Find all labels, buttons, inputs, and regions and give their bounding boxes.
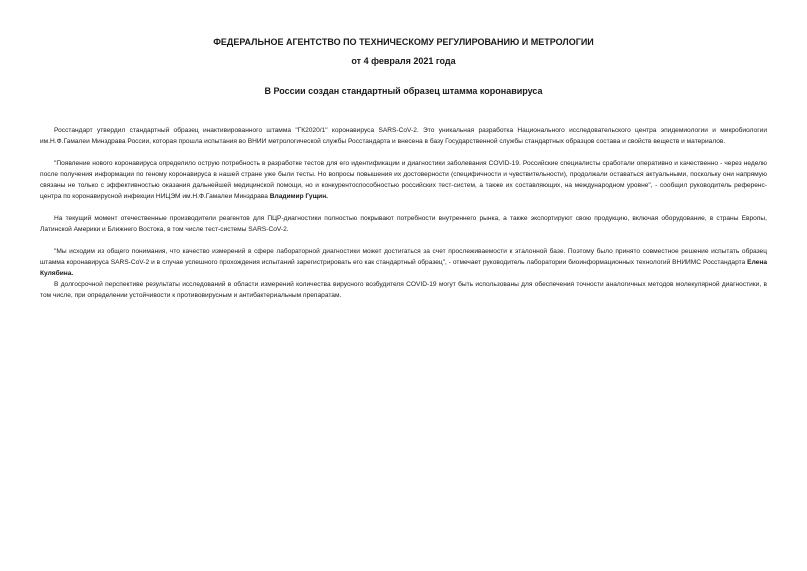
paragraph-5 bbox=[40, 279, 767, 301]
paragraph-3 bbox=[40, 213, 767, 235]
paragraph-4-person-name: Елена Кулябина. bbox=[40, 259, 767, 277]
document-date: от 4 февраля 2021 года bbox=[351, 56, 456, 66]
paragraph-1-text: Росстандарт утвердил стандартный образец инактивированного штамма "ГК2020/1" коронавируса SARS-CoV-2. Это уникальная разработка Национального исследовательского центра эпидемиологии и микробиологии им.Н.Ф.Гамалеи Минздрава России, которая прошла испытания во ВНИИ метрологической службы Росстандарта и внесена в базу Государственной службы стандартных образцов состава и свойств веществ и материалов. bbox=[40, 127, 767, 145]
paragraph-2 bbox=[40, 158, 767, 202]
paragraph-5-text: В долгосрочной перспективе результаты исследований в области измерений количества вирусного возбудителя COVID-19 могут быть использованы для обеспечения точности аналогичных методов молекулярной диагностики, в том числе, при определении устойчивости к противовирусным и антибактериальным препаратам. bbox=[40, 281, 767, 299]
agency-heading: ФЕДЕРАЛЬНОЕ АГЕНТСТВО ПО ТЕХНИЧЕСКОМУ РЕГУЛИРОВАНИЮ И МЕТРОЛОГИИ bbox=[213, 37, 594, 47]
paragraph-2-text: "Появление нового коронавируса определило острую потребность в разработке тестов для его идентификации и диагностики заболевания COVID-19. Российские специалисты сработали оперативно и качественно - через неделю после получения информации по геному коронавируса в нашей стране уже были тесты. Но вопросы повышения их достоверности (специфичности и чувствительности), продолжали оставаться актуальными, поскольку они напрямую связаны не только с эффективностью оказания дальнейшей медицинской помощи, но и конкурентоспособностью российских тест-систем, а также их составляющих, на международном уровне", - сообщил руководитель референс-центра по коронавирусной инфекции НИЦЭМ им.Н.Ф.Гамалеи Минздрава bbox=[40, 160, 767, 200]
paragraph-4-text: "Мы исходим из общего понимания, что качество измерений в сфере лабораторной диагностики может достигаться за счет прослеживаемости к эталонной базе. Поэтому было принято совместное решение испытать образец штамма коронавируса SARS-CoV-2 и в случае успешного прохождения испытаний зарегистрировать его как стандартный образец", - отмечает руководитель лаборатории биоинформационных технологий ВНИИМС Росстандарта bbox=[40, 248, 767, 266]
paragraph-3-text: На текущий момент отечественные производители реагентов для ПЦР-диагностики полностью покрывают потребности внутреннего рынка, а также экспортируют свою продукцию, включая оборудование, в страны Европы, Латинской Америки и Ближнего Востока, в том числе тест-системы SARS-CoV-2. bbox=[40, 215, 767, 233]
paragraph-2-person-name: Владимир Гущин. bbox=[269, 193, 329, 200]
document-body bbox=[40, 125, 767, 301]
paragraph-4 bbox=[40, 246, 767, 279]
document-title: В России создан стандартный образец штамма коронавируса bbox=[264, 86, 543, 96]
paragraph-1 bbox=[40, 125, 767, 147]
